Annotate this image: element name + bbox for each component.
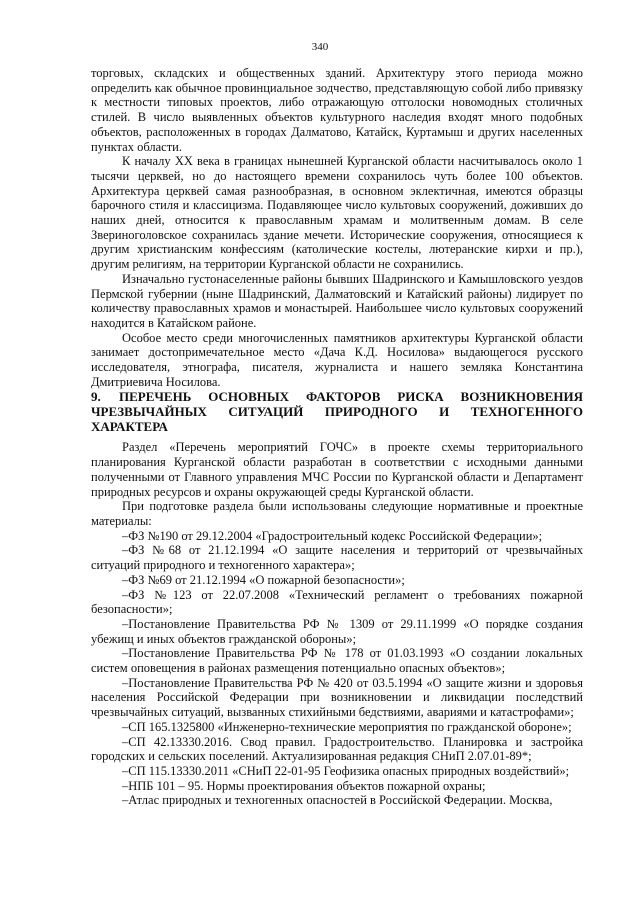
list-item: –СП 115.13330.2011 «СНиП 22-01-95 Геофизика опасных природных воздействий»; — [122, 763, 570, 778]
list-item: –ФЗ №69 от 21.12.1994 «О пожарной безопасности»; — [122, 572, 405, 587]
list-item: –СП 42.13330.2016. Свод правил. Градостроительство. Планировка и застройка городских и сельских поселений. Актуализированная редакция СНиП 2.07.01-89*; — [91, 734, 583, 764]
list-item: –Постановление Правительства РФ № 420 от 03.5.1994 «О защите жизни и здоровья населения Российской Федерации при возникновении и ликвидации последствий чрезвычайных ситуаций, вызванных стихийными бедствиями, авариями и катастрофами»; — [91, 675, 583, 720]
list-item: –ФЗ №68 от 21.12.1994 «О защите населения и территорий от чрезвычайных ситуаций природного и техногенного характера»; — [91, 543, 583, 573]
paragraph: Раздел «Перечень мероприятий ГОЧС» в проекте схемы территориального планирования Курганской области разработан в соответствии с исходными данными полученными от Главного управления МЧС России по Курганской области и Департамент природных ресурсов и охраны окружающей среды Курганской области. — [91, 440, 583, 499]
list-item: –Атлас природных и техногенных опасностей в Российской Федерации. Москва, — [122, 793, 553, 808]
list-item: –НПБ 101 – 95. Нормы проектирования объектов пожарной охраны; — [122, 778, 486, 793]
paragraph: торговых, складских и общественных зданий. Архитектуру этого периода можно определить как обычное провинциальное зодчество, представляющую собой либо привязку к местности типовых проектов, либо отражающую отголоски новомодных столичных стилей. В число выявленных объектов культурного наследия входят много подобных объектов, расположенных в городах Далматово, Катайск, Куртамыш и других населенных пунктах области. — [91, 66, 583, 154]
section-title: ПЕРЕЧЕНЬ ОСНОВНЫХ ФАКТОРОВ РИСКА ВОЗНИКНОВЕНИЯ ЧРЕЗВЫЧАЙНЫХ СИТУАЦИЙ ПРИРОДНОГО И ТЕХНОГЕННОГО ХАРАКТЕРА — [91, 389, 583, 435]
list-item: –СП 165.1325800 «Инженерно-технические мероприятия по гражданской обороне»; — [122, 719, 572, 734]
list-item: –ФЗ №190 от 29.12.2004 «Градостроительный кодекс Российской Федерации»; — [122, 528, 543, 543]
section-number: 9. — [91, 389, 101, 405]
paragraph: Особое место среди многочисленных памятников архитектуры Курганской области занимает достопримечательное место «Дача К.Д. Носилова» выдающегося русского исследователя, этнографа, писателя, журналиста и нашего земляка Константина Дмитриевича Носилова. — [91, 330, 583, 389]
list-item: –Постановление Правительства РФ № 178 от 01.03.1993 «О создании локальных систем оповещения в районах размещения потенциально опасных объектов»; — [91, 646, 583, 676]
paragraph: Изначально густонаселенные районы бывших Шадринского и Камышловского уездов Пермской губернии (ныне Шадринский, Далматовский и Катайский районы) лидирует по количеству православных храмов и монастырей. Наибольшее число культовых сооружений находится в Катайском районе. — [91, 271, 583, 330]
list-item: –Постановление Правительства РФ № 1309 от 29.11.1999 «О порядке создания убежищ и иных объектов гражданской обороны»; — [91, 616, 583, 646]
page-number: 340 — [311, 41, 329, 53]
document-body — [91, 66, 583, 808]
paragraph: При подготовке раздела были использованы следующие нормативные и проектные материалы: — [91, 499, 583, 528]
list-item: –ФЗ №123 от 22.07.2008 «Технический регламент о требованиях пожарной безопасности»; — [91, 587, 583, 617]
section-heading — [91, 389, 583, 434]
paragraph: К началу XX века в границах нынешней Курганской области насчитывалось около 1 тысячи церквей, но до настоящего времени сохранилось чуть более 100 объектов. Архитектура церквей самая разнообразная, в основном эклектичная, имеются образцы барочного стиля и классицизма. Подавляющее число культовых сооружений, доживших до наших дней, относится к православным храмам и молитвенным домам. В селе Звериноголовское сохранилась здание мечети. Исторические сооружения, относящиеся к другим христианским конфессиям (католические костелы, лютеранские кирхи и пр.), другим религиям, на территории Курганской области не сохранились. — [91, 154, 583, 272]
